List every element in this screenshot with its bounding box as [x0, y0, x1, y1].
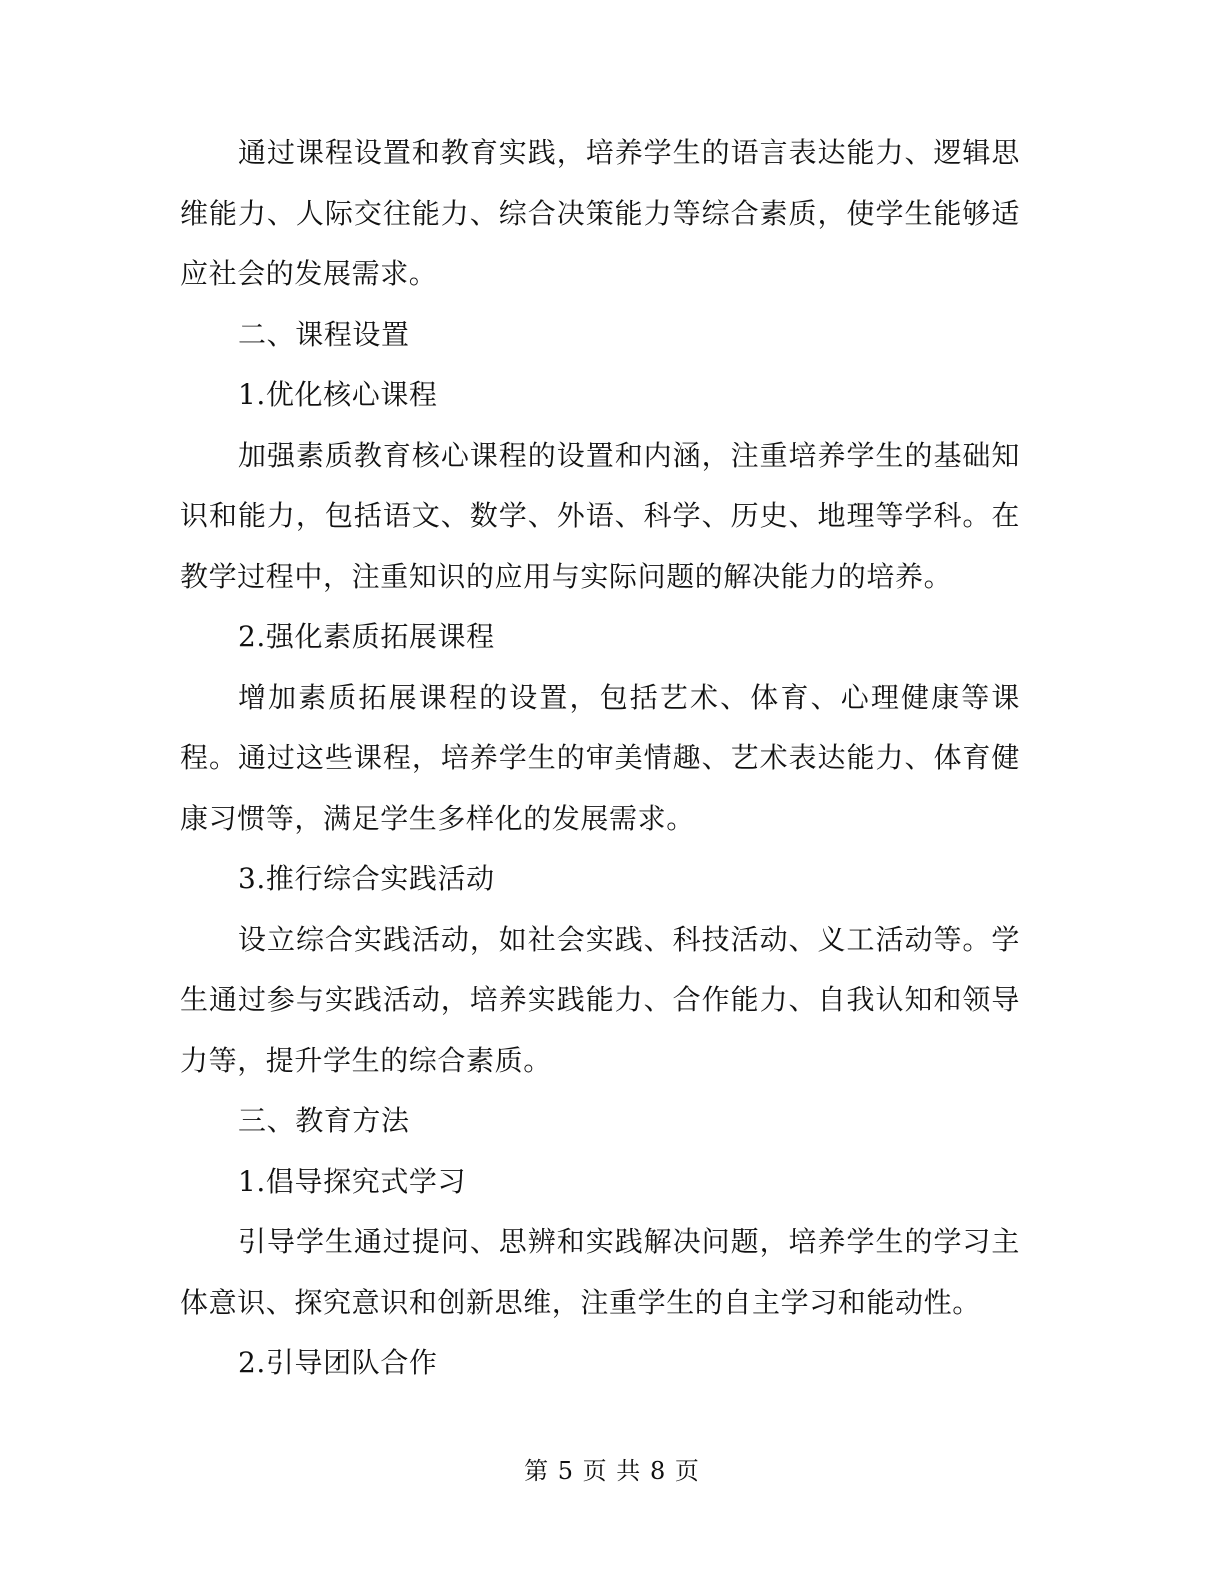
subheading-extension-courses: 2.强化素质拓展课程	[238, 620, 495, 653]
subheading-practice-activities: 3.推行综合实践活动	[238, 862, 495, 895]
subheading-core-courses: 1.优化核心课程	[238, 378, 438, 411]
paragraph-intro-goals: 通过课程设置和教育实践，培养学生的语言表达能力、逻辑思维能力、人际交往能力、综合决策能力等综合素质，使学生能够适应社会的发展需求。	[180, 136, 1020, 290]
paragraph-practice-activities: 设立综合实践活动，如社会实践、科技活动、义工活动等。学生通过参与实践活动，培养实践能力、合作能力、自我认知和领导力等，提升学生的综合素质。	[180, 922, 1020, 1077]
subheading-team-cooperation: 2.引导团队合作	[238, 1346, 438, 1379]
document-body	[180, 123, 1020, 1394]
paragraph-inquiry-learning: 引导学生通过提问、思辨和实践解决问题，培养学生的学习主体意识、探究意识和创新思维，注重学生的自主学习和能动性。	[180, 1225, 1020, 1319]
paragraph-extension-courses: 增加素质拓展课程的设置，包括艺术、体育、心理健康等课程。通过这些课程，培养学生的审美情趣、艺术表达能力、体育健康习惯等，满足学生多样化的发展需求。	[180, 680, 1020, 835]
page-number-footer: 第 5 页 共 8 页	[524, 1457, 700, 1485]
paragraph-core-courses: 加强素质教育核心课程的设置和内涵，注重培养学生的基础知识和能力，包括语文、数学、外语、科学、历史、地理等学科。在教学过程中，注重知识的应用与实际问题的解决能力的培养。	[180, 438, 1020, 593]
heading-teaching-methods: 三、教育方法	[238, 1104, 410, 1137]
subheading-inquiry-learning: 1.倡导探究式学习	[238, 1164, 467, 1198]
heading-course-setup: 二、课程设置	[238, 317, 410, 351]
